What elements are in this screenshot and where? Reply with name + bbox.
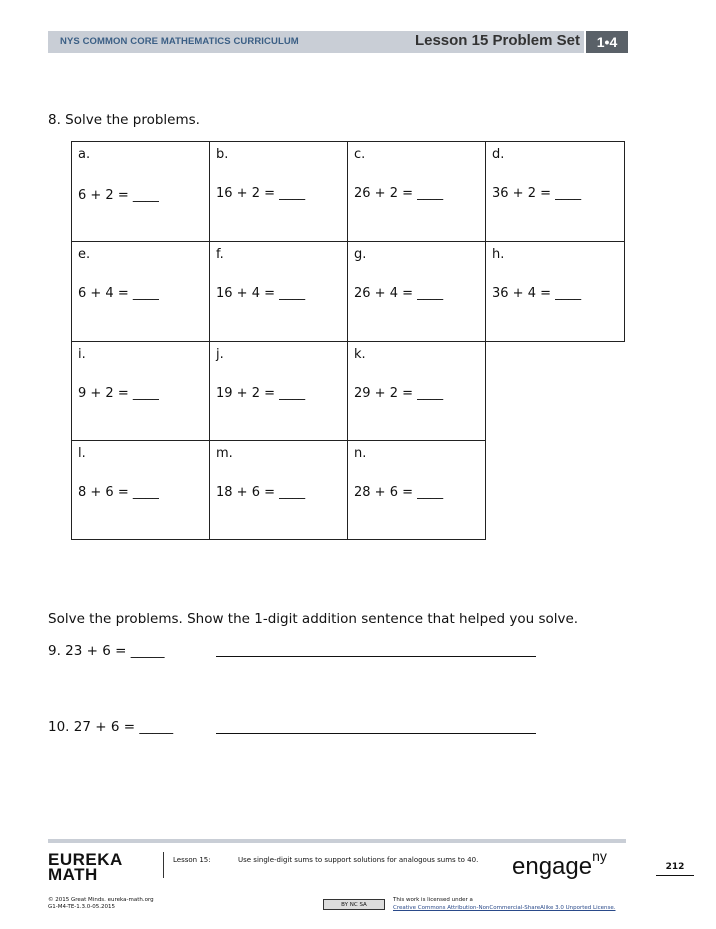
grid-cell: [347, 341, 486, 441]
grid-cell: [71, 341, 210, 441]
grid-cell: [485, 241, 625, 342]
engage-sup: ny: [592, 848, 607, 864]
cell-equation: 16 + 2 = ____: [216, 186, 306, 201]
grid-cell: [209, 241, 348, 342]
grid-cell: [209, 440, 348, 540]
grid-cell: [347, 241, 486, 342]
license-text: [393, 896, 616, 912]
grid-cell: [485, 141, 625, 242]
problem-9-answer-line[interactable]: [216, 656, 536, 657]
cell-equation: 8 + 6 = ____: [78, 485, 159, 500]
cell-letter: i.: [78, 347, 86, 362]
cell-equation: 6 + 2 = ____: [78, 188, 159, 203]
cell-letter: g.: [354, 247, 367, 262]
grid-cell: [347, 440, 486, 540]
cell-letter: e.: [78, 247, 91, 262]
cell-equation: 26 + 4 = ____: [354, 286, 444, 301]
cell-equation: 28 + 6 = ____: [354, 485, 444, 500]
cell-equation: 9 + 2 = ____: [78, 386, 159, 401]
cell-letter: d.: [492, 147, 505, 162]
grid-cell: [347, 141, 486, 242]
cell-equation: 16 + 4 = ____: [216, 286, 306, 301]
problem-10-answer-line[interactable]: [216, 733, 536, 734]
grid-cell: [71, 141, 210, 242]
cell-letter: m.: [216, 446, 233, 461]
copyright-line-2: G1-M4-TE-1.3.0-05.2015: [48, 904, 116, 910]
cell-letter: j.: [216, 347, 224, 362]
cell-equation: 29 + 2 = ____: [354, 386, 444, 401]
logo-line-1: EUREKA: [48, 850, 123, 869]
cell-letter: h.: [492, 247, 505, 262]
cell-equation: 18 + 6 = ____: [216, 485, 306, 500]
cell-letter: c.: [354, 147, 366, 162]
grid-cell: [71, 241, 210, 342]
grid-cell: [71, 440, 210, 540]
cell-letter: l.: [78, 446, 86, 461]
page-number: 212: [656, 862, 694, 876]
problem-9-label: 9. 23 + 6 = _____: [48, 643, 165, 659]
engage-text: engage: [512, 853, 593, 880]
grid-cell: [209, 341, 348, 441]
copyright: [48, 897, 154, 911]
footer-description: Use single-digit sums to support solutions for analogous sums to 40.: [238, 856, 479, 864]
cell-letter: f.: [216, 247, 224, 262]
footer-rule: [48, 839, 626, 843]
cell-equation: 19 + 2 = ____: [216, 386, 306, 401]
footer-divider: [163, 852, 164, 878]
cell-letter: a.: [78, 147, 91, 162]
grid-cell: [209, 141, 348, 242]
page-header: [48, 31, 628, 53]
problem-8-label: 8. Solve the problems.: [48, 112, 200, 128]
cell-letter: b.: [216, 147, 229, 162]
cell-letter: k.: [354, 347, 366, 362]
copyright-line-1: © 2015 Great Minds. eureka-math.org: [48, 897, 154, 903]
license-link[interactable]: Creative Commons Attribution-NonCommercial-ShareAlike 3.0 Unported License.: [393, 905, 616, 911]
license-line-1: This work is licensed under a: [393, 897, 473, 903]
cell-equation: 26 + 2 = ____: [354, 186, 444, 201]
engageny-logo: [512, 848, 607, 881]
cell-equation: 36 + 4 = ____: [492, 286, 582, 301]
logo-line-2: MATH: [48, 865, 98, 884]
instructions: Solve the problems. Show the 1-digit addition sentence that helped you solve.: [48, 611, 579, 627]
cell-equation: 36 + 2 = ____: [492, 186, 582, 201]
cell-equation: 6 + 4 = ____: [78, 286, 159, 301]
lesson-title: Lesson 15 Problem Set: [414, 32, 580, 49]
problem-10-label: 10. 27 + 6 = _____: [48, 719, 174, 735]
curriculum-title: NYS COMMON CORE MATHEMATICS CURRICULUM: [60, 36, 299, 47]
eureka-math-logo: [48, 852, 123, 882]
module-badge: 1•4: [586, 31, 628, 53]
footer-lesson: Lesson 15:: [173, 856, 211, 864]
cell-letter: n.: [354, 446, 367, 461]
cc-license-icon: BY NC SA: [323, 899, 385, 910]
